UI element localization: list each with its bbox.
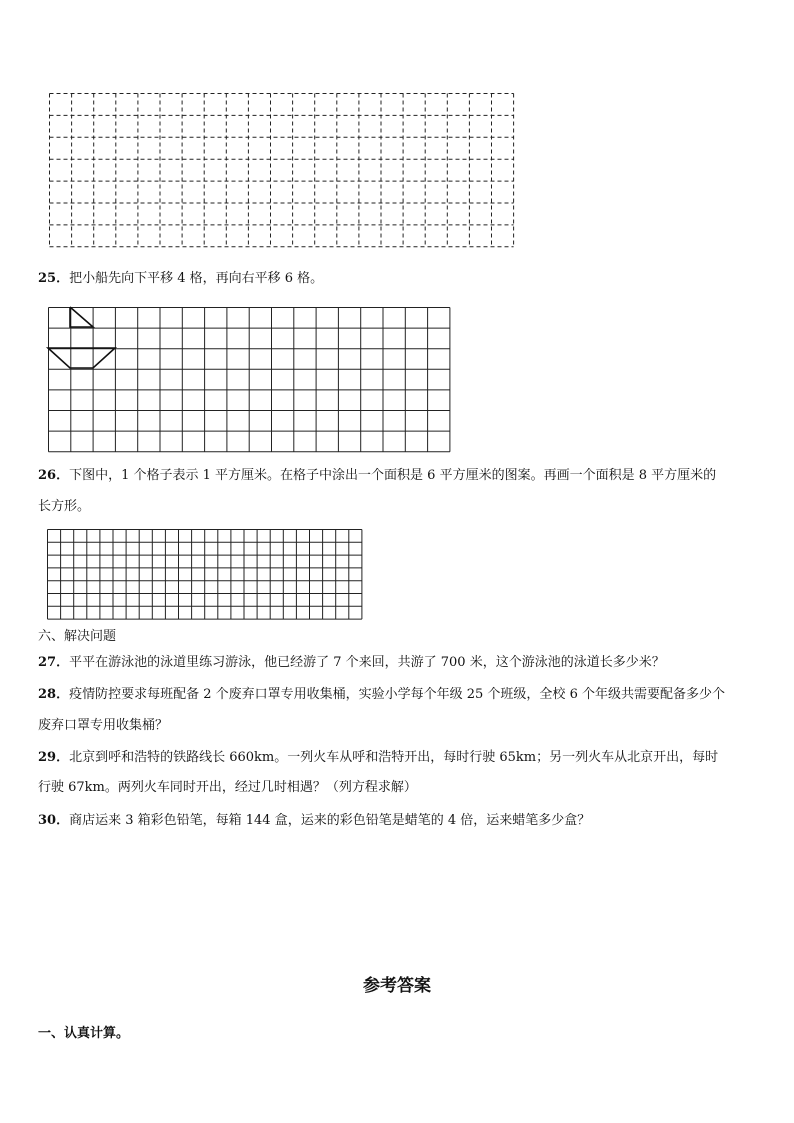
- boat-hull: [48, 348, 115, 368]
- question-number: 26．: [38, 468, 70, 483]
- question-text: 平平在游泳池的泳道里练习游泳，他已经游了 7 个来回，共游了 700 米，这个游泳池的泳道长多少米？: [69, 655, 665, 670]
- question-25: [38, 269, 758, 289]
- question-30: [38, 811, 758, 831]
- question-text-line2: 长方形。: [38, 499, 91, 514]
- question-text: 商店运来 3 箱彩色铅笔，每箱 144 盒，运来的彩色铅笔是蜡笔的 4 倍，运来蜡笔多少盒？: [69, 813, 591, 828]
- question-29-cont: [38, 778, 758, 798]
- question-text-line2: 废弃口罩专用收集桶？: [38, 718, 169, 733]
- question-26: [38, 466, 758, 486]
- dashed-grid: [49, 93, 515, 248]
- question-27: [38, 653, 758, 673]
- answers-section-1: [38, 1024, 758, 1044]
- answers-title: 参考答案: [363, 976, 431, 996]
- question-number: 30．: [38, 813, 70, 828]
- section-title: 一、认真计算。: [38, 1026, 130, 1041]
- boat-figure: [48, 307, 115, 368]
- question-number: 27．: [38, 655, 70, 670]
- question-text-line1: 疫情防控要求每班配备 2 个废弃口罩专用收集桶，实验小学每个年级 25 个班级，全校 6 个年级共需要配备多少个: [69, 687, 725, 702]
- question-28-cont: [38, 716, 758, 736]
- section-title: 六、解决问题: [38, 629, 117, 644]
- question-number: 29．: [38, 750, 70, 765]
- question-text-line1: 北京到呼和浩特的铁路线长 660km。一列火车从呼和浩特开出，每时行驶 65km；另一列火车从北京开出，每时: [69, 750, 719, 765]
- question-number: 28．: [38, 687, 70, 702]
- question-text-line1: 下图中，1 个格子表示 1 平方厘米。在格子中涂出一个面积是 6 平方厘米的图案。再画一个面积是 8 平方厘米的: [69, 468, 717, 483]
- boat-sail: [70, 307, 93, 327]
- boat-grid: [48, 307, 452, 452]
- section-6-title: [38, 627, 758, 647]
- question-text: 把小船先向下平移 4 格，再向右平移 6 格。: [69, 271, 324, 286]
- question-29: [38, 748, 758, 768]
- question-text-line2: 行驶 67km。两列火车同时开出，经过几时相遇？（列方程求解）: [38, 780, 417, 795]
- question-number: 25．: [38, 271, 70, 286]
- area-grid: [47, 529, 365, 619]
- question-28: [38, 685, 758, 705]
- question-26-cont: [38, 497, 758, 517]
